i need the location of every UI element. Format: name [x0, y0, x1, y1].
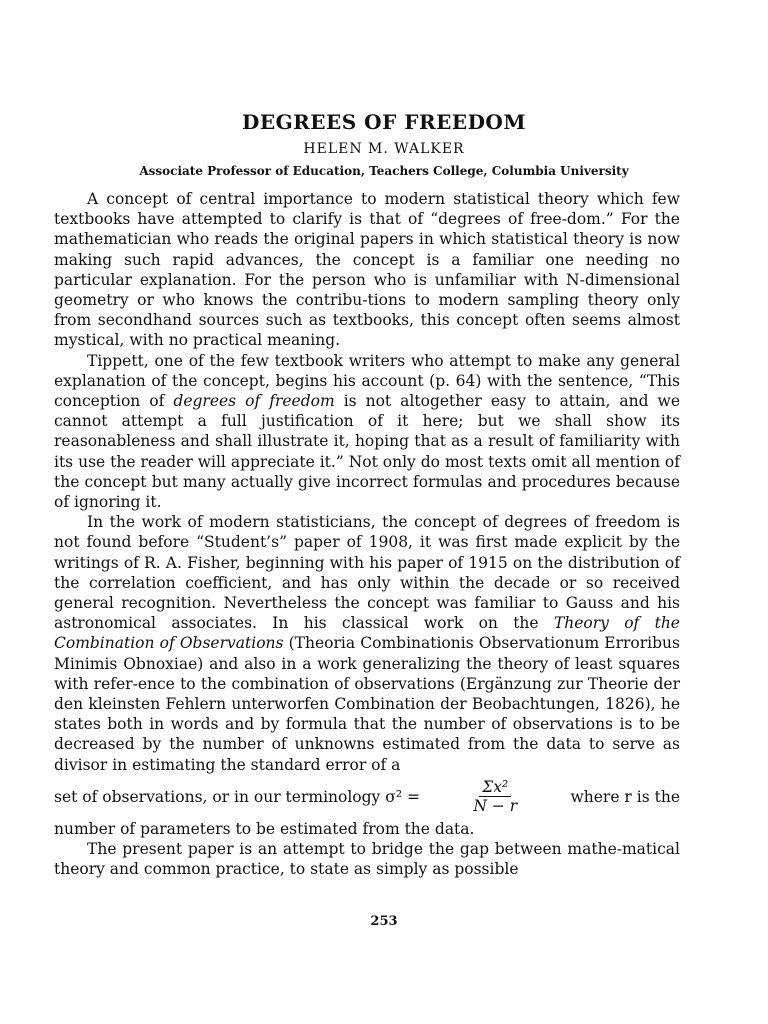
paragraph-3-emphasis: Theory of the Combination of Observations: [54, 614, 680, 653]
paragraph-2-emphasis: degrees of freedom: [173, 392, 335, 411]
page-number: 253: [370, 914, 398, 929]
paragraph-4: The present paper is an attempt to bridge the gap between mathe-matical theory and common practice, to state as simply as possible: [54, 840, 680, 879]
paragraph-1: A concept of central importance to modern statistical theory which few textbooks have attempted to clarify is that of “degrees of free-dom.” For the mathematician who reads the original papers in which statistical theory is now making such rapid advances, the concept is a familiar one needing no particular explanation. For the person who is unfamiliar with N-dimensional geometry or who knows the contribu-tions to modern sampling theory only from secondhand sources such as textbooks, this concept often seems almost mystical, with no practical meaning.: [54, 190, 680, 350]
paragraph-2-part-a: Tippett, one of the few textbook writers who attempt to make any general explanation of the concept, begins his account (p. 64) with the sentence, “This conception of: [54, 351, 680, 411]
fraction-denominator: N − r: [473, 797, 518, 816]
paragraph-3-part-a: In the work of modern statisticians, the concept of degrees of freedom is not found before “Student’s” paper of 1908, it was first made explicit by the writings of R. A. Fisher, beginning with his paper of 1915 on the distribution of the correlation coefficient, and has only within the decade or so received general recognition. Nevertheless the concept was familiar to Gauss and his astronomical associates. In his classical work on the: [54, 513, 680, 633]
paragraph-3: [54, 512, 680, 775]
formula-lead-text: set of observations, or in our terminology σ² =: [54, 787, 420, 806]
formula-tail-text: where r is the: [570, 787, 680, 806]
author-name: HELEN M. WALKER: [303, 141, 465, 157]
formula-line: [54, 775, 680, 819]
paragraph-3-part-b: (Theoria Combinationis Observationum Erroribus Minimis Obnoxiae) and also in a work generalizing the theory of least squares with refer-ence to the combination of observations (Ergänzung zur Theorie der den kleinsten Fehlern unterworfen Combination der Beobachtungen, 1826), he states both in words and by formula that the number of observations is to be decreased by the number of unknowns estimated from the data to serve as divisor in estimating the standard error of a: [54, 634, 680, 774]
article-title: DEGREES OF FREEDOM: [242, 110, 526, 134]
paragraph-2: [54, 351, 680, 513]
fraction-numerator: Σx²: [479, 778, 511, 797]
paragraph-2-part-b: is not altogether easy to attain, and we cannot attempt a full justification of it here; but we shall show its reasonableness and shall illustrate it, hoping that as a result of familiarity with its use the reader will appreciate it.” Not only do most texts omit all mention of the concept but many actually give incorrect formulas and procedures because of ignoring it.: [54, 392, 680, 512]
article-body: [54, 189, 680, 880]
paragraph-3-end: number of parameters to be estimated from the data.: [54, 819, 475, 838]
variance-fraction: [470, 778, 520, 815]
author-affiliation: Associate Professor of Education, Teachers College, Columbia University: [139, 164, 629, 178]
